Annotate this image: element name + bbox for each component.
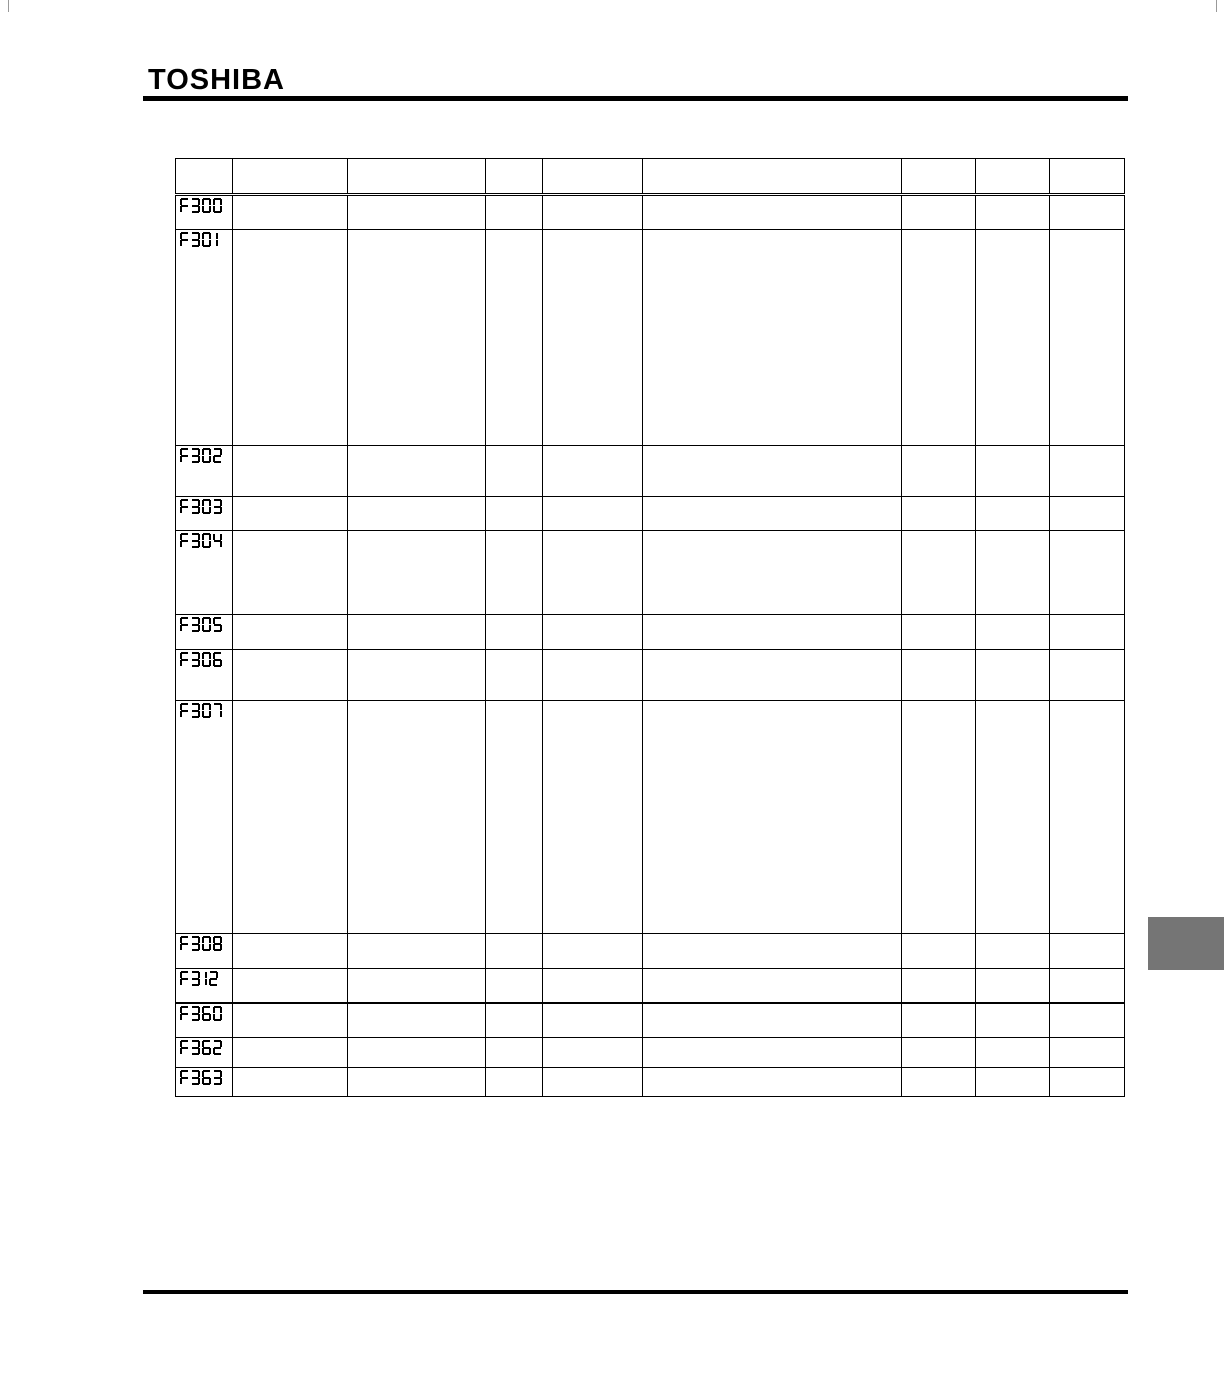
table-cell: [902, 1003, 976, 1038]
table-cell: [1050, 1068, 1125, 1097]
table-cell: [976, 230, 1050, 446]
lcd-digit: [180, 448, 189, 463]
lcd-digit: [180, 232, 189, 247]
lcd-digit: [191, 533, 200, 548]
lcd-digit: [180, 1040, 189, 1055]
lcd-digit: [209, 971, 218, 986]
table-cell: [643, 1068, 902, 1097]
table-cell: [543, 497, 643, 531]
lcd-digit: [191, 232, 200, 247]
lcd-digit: [191, 499, 200, 514]
table-row: [176, 531, 1125, 615]
table-cell: [976, 1003, 1050, 1038]
table-cell: [348, 195, 486, 230]
parameter-code-cell: [176, 969, 233, 1003]
lcd-digit: [180, 1070, 189, 1085]
parameter-code-display: [180, 936, 222, 951]
table-cell: [902, 230, 976, 446]
header-cell: [1050, 159, 1125, 195]
table-cell: [902, 615, 976, 650]
lcd-digit: [191, 1040, 200, 1055]
parameter-code-cell: [176, 230, 233, 446]
lcd-digit: [180, 617, 189, 632]
lcd-digit: [180, 198, 189, 213]
lcd-digit: [191, 1070, 200, 1085]
lcd-digit: [202, 1006, 211, 1021]
footer-rule: [143, 1290, 1128, 1294]
table-row: [176, 1068, 1125, 1097]
table-cell: [348, 230, 486, 446]
lcd-digit: [213, 533, 222, 548]
table-cell: [348, 1068, 486, 1097]
table-cell: [233, 701, 348, 934]
table-cell: [902, 531, 976, 615]
table-cell: [1050, 650, 1125, 701]
table-cell: [348, 497, 486, 531]
table-cell: [486, 195, 543, 230]
table-cell: [233, 1038, 348, 1068]
lcd-digit: [213, 198, 222, 213]
lcd-digit: [191, 1006, 200, 1021]
lcd-digit: [180, 971, 189, 986]
table-row: [176, 934, 1125, 969]
table-cell: [543, 1068, 643, 1097]
parameter-code-cell: [176, 934, 233, 969]
lcd-digit: [213, 499, 222, 514]
lcd-digit: [202, 1070, 211, 1085]
parameter-code-display: [180, 1006, 222, 1021]
table-cell: [902, 497, 976, 531]
lcd-digit: [213, 1006, 222, 1021]
header-cell: [348, 159, 486, 195]
table-cell: [543, 969, 643, 1003]
lcd-digit: [202, 232, 211, 247]
table-cell: [1050, 1003, 1125, 1038]
parameter-code-cell: [176, 497, 233, 531]
table-cell: [976, 497, 1050, 531]
lcd-digit: [191, 198, 200, 213]
table-cell: [486, 497, 543, 531]
table-cell: [1050, 446, 1125, 497]
parameter-code-cell: [176, 701, 233, 934]
lcd-digit: [202, 617, 211, 632]
table-cell: [233, 1068, 348, 1097]
lcd-digit: [180, 652, 189, 667]
table-cell: [233, 195, 348, 230]
table-cell: [543, 195, 643, 230]
lcd-digit: [213, 652, 222, 667]
table-row: [176, 1038, 1125, 1068]
table-cell: [233, 497, 348, 531]
table-cell: [643, 1038, 902, 1068]
table-cell: [1050, 497, 1125, 531]
lcd-digit: [202, 971, 207, 986]
table-cell: [1050, 230, 1125, 446]
lcd-digit: [191, 448, 200, 463]
table-cell: [643, 195, 902, 230]
table-cell: [543, 230, 643, 446]
table-cell: [1050, 195, 1125, 230]
parameter-code-display: [180, 703, 222, 718]
table-cell: [976, 1038, 1050, 1068]
parameter-code-display: [180, 652, 222, 667]
lcd-digit: [202, 652, 211, 667]
table-cell: [233, 1003, 348, 1038]
table-cell: [643, 531, 902, 615]
lcd-digit: [213, 617, 222, 632]
table-row: [176, 1003, 1125, 1038]
parameter-code-display: [180, 1040, 222, 1055]
table-cell: [643, 497, 902, 531]
table-cell: [486, 969, 543, 1003]
table-cell: [348, 1003, 486, 1038]
lcd-digit: [213, 1040, 222, 1055]
table-row: [176, 615, 1125, 650]
table-cell: [1050, 1038, 1125, 1068]
header-cell: [176, 159, 233, 195]
corner-mark-top-left: [8, 0, 9, 12]
table-cell: [233, 650, 348, 701]
table-cell: [643, 650, 902, 701]
header-cell: [233, 159, 348, 195]
table-row: [176, 969, 1125, 1003]
lcd-digit: [213, 448, 222, 463]
table-cell: [543, 615, 643, 650]
header-cell: [543, 159, 643, 195]
table-cell: [543, 1038, 643, 1068]
lcd-digit: [191, 652, 200, 667]
table-row: [176, 446, 1125, 497]
parameter-code-display: [180, 1070, 222, 1085]
lcd-digit: [180, 936, 189, 951]
table-cell: [643, 969, 902, 1003]
lcd-digit: [180, 1006, 189, 1021]
table-cell: [348, 1038, 486, 1068]
parameter-code-cell: [176, 1038, 233, 1068]
table-cell: [543, 531, 643, 615]
table-cell: [486, 1068, 543, 1097]
table-cell: [643, 934, 902, 969]
table-cell: [976, 934, 1050, 969]
header-cell: [643, 159, 902, 195]
table-cell: [543, 650, 643, 701]
table-cell: [643, 446, 902, 497]
table-cell: [902, 701, 976, 934]
table-cell: [643, 701, 902, 934]
parameter-code-cell: [176, 531, 233, 615]
table-cell: [643, 1003, 902, 1038]
table-cell: [543, 701, 643, 934]
table-cell: [1050, 701, 1125, 934]
table-cell: [486, 934, 543, 969]
lcd-digit: [213, 703, 222, 718]
lcd-digit: [202, 448, 211, 463]
lcd-digit: [202, 533, 211, 548]
table-cell: [643, 615, 902, 650]
lcd-digit: [191, 971, 200, 986]
parameter-code-display: [180, 499, 222, 514]
lcd-digit: [202, 499, 211, 514]
parameter-code-cell: [176, 195, 233, 230]
table-cell: [233, 615, 348, 650]
table-cell: [543, 446, 643, 497]
lcd-digit: [213, 936, 222, 951]
table-cell: [348, 969, 486, 1003]
table-cell: [543, 934, 643, 969]
header-cell: [486, 159, 543, 195]
lcd-digit: [202, 198, 211, 213]
table-row: [176, 497, 1125, 531]
table-row: [176, 230, 1125, 446]
table-cell: [902, 650, 976, 701]
parameter-code-display: [180, 533, 222, 548]
table-cell: [643, 230, 902, 446]
table-cell: [976, 531, 1050, 615]
lcd-digit: [202, 936, 211, 951]
table-cell: [486, 531, 543, 615]
table-cell: [233, 531, 348, 615]
table-cell: [486, 230, 543, 446]
table-cell: [486, 650, 543, 701]
lcd-digit: [180, 499, 189, 514]
table-cell: [233, 934, 348, 969]
parameter-code-display: [180, 232, 218, 247]
parameter-code-cell: [176, 1068, 233, 1097]
table-cell: [233, 446, 348, 497]
parameter-code-display: [180, 617, 222, 632]
parameter-code-display: [180, 448, 222, 463]
table-cell: [486, 615, 543, 650]
corner-mark-top-right: [1216, 0, 1217, 12]
table-cell: [233, 969, 348, 1003]
table-cell: [976, 701, 1050, 934]
header-cell: [976, 159, 1050, 195]
table-cell: [486, 1003, 543, 1038]
table-cell: [348, 615, 486, 650]
table-cell: [1050, 615, 1125, 650]
table-cell: [348, 446, 486, 497]
table-cell: [1050, 934, 1125, 969]
table-cell: [976, 1068, 1050, 1097]
table-cell: [543, 1003, 643, 1038]
parameter-code-cell: [176, 650, 233, 701]
table-cell: [902, 195, 976, 230]
lcd-digit: [202, 1040, 211, 1055]
lcd-digit: [213, 232, 218, 247]
table-cell: [486, 446, 543, 497]
table-header-row: [176, 159, 1125, 195]
table-cell: [976, 446, 1050, 497]
table-cell: [486, 701, 543, 934]
lcd-digit: [213, 1070, 222, 1085]
parameter-code-cell: [176, 1003, 233, 1038]
table-cell: [348, 650, 486, 701]
table-row: [176, 650, 1125, 701]
toshiba-logo: TOSHIBA: [148, 64, 285, 96]
parameter-code-display: [180, 198, 222, 213]
table-cell: [1050, 531, 1125, 615]
table-cell: [976, 615, 1050, 650]
table-cell: [902, 1068, 976, 1097]
table-cell: [902, 1038, 976, 1068]
table-cell: [902, 969, 976, 1003]
parameter-code-cell: [176, 615, 233, 650]
table-row: [176, 701, 1125, 934]
table-cell: [976, 650, 1050, 701]
table-cell: [348, 701, 486, 934]
lcd-digit: [180, 703, 189, 718]
parameter-code-display: [180, 971, 218, 986]
table-cell: [976, 969, 1050, 1003]
table-cell: [976, 195, 1050, 230]
parameter-table: [175, 158, 1125, 1097]
lcd-digit: [191, 936, 200, 951]
table-cell: [902, 446, 976, 497]
lcd-digit: [202, 703, 211, 718]
header-cell: [902, 159, 976, 195]
chapter-tab: [1148, 917, 1224, 970]
table-cell: [486, 1038, 543, 1068]
table-cell: [1050, 969, 1125, 1003]
lcd-digit: [191, 703, 200, 718]
lcd-digit: [180, 533, 189, 548]
table-cell: [902, 934, 976, 969]
table-row: [176, 195, 1125, 230]
parameter-code-cell: [176, 446, 233, 497]
table-cell: [348, 934, 486, 969]
header-rule: [143, 96, 1128, 101]
lcd-digit: [191, 617, 200, 632]
table-cell: [233, 230, 348, 446]
table-cell: [348, 531, 486, 615]
